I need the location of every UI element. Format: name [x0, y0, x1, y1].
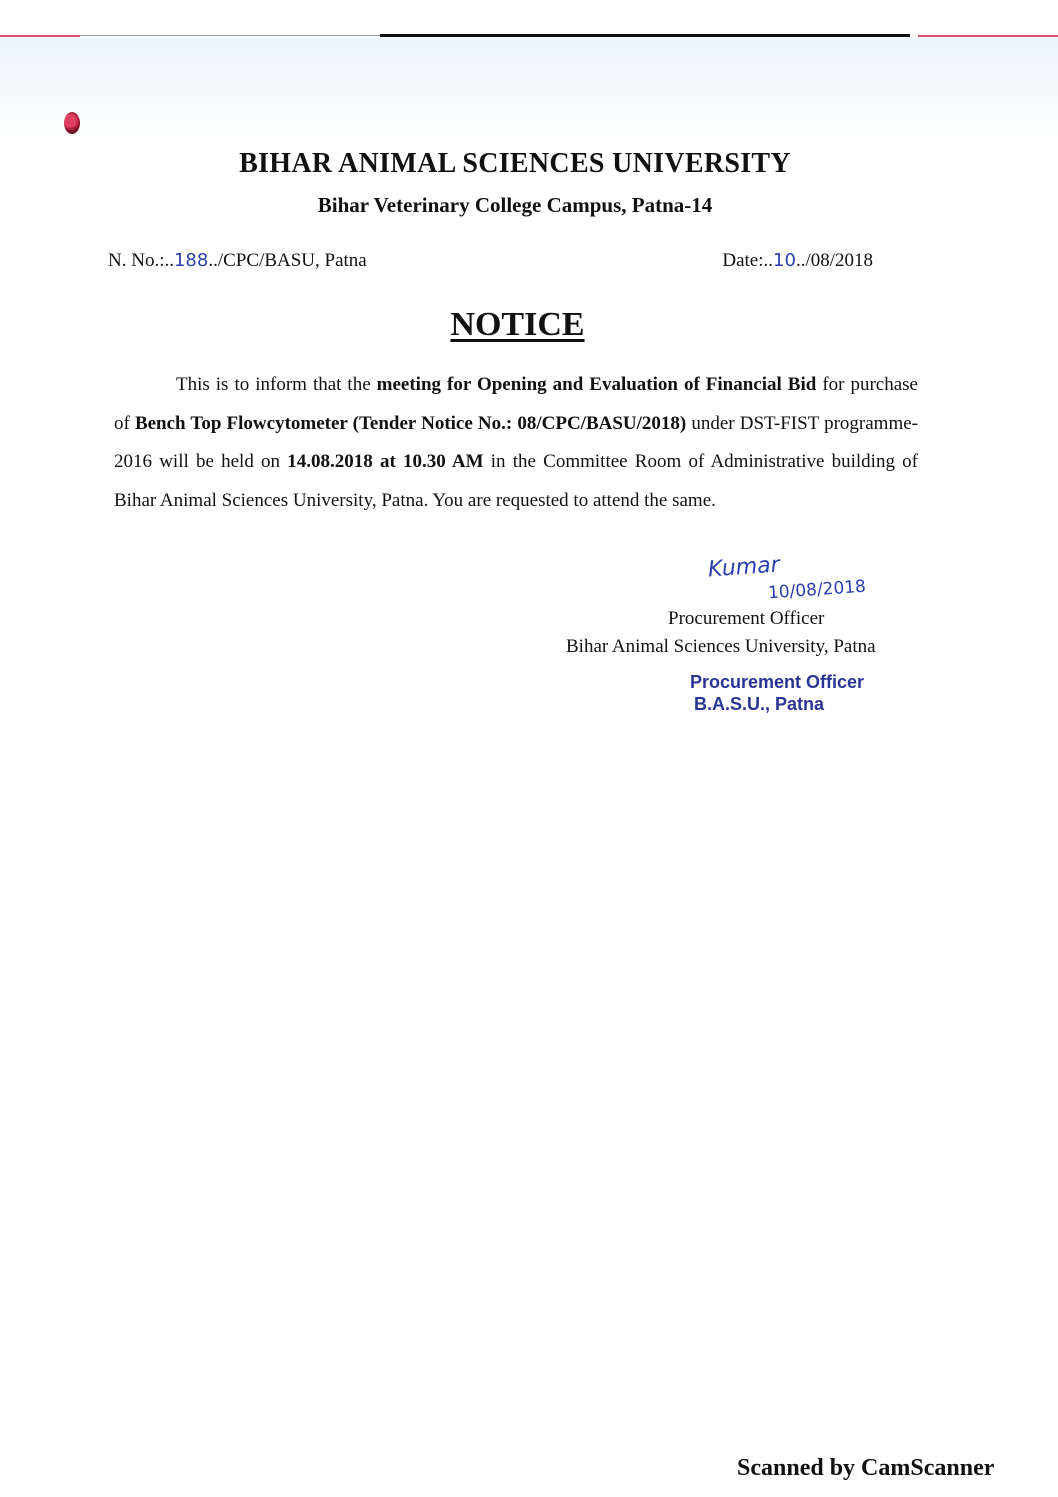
- scan-edge-line: [80, 35, 380, 36]
- notice-heading: NOTICE: [450, 306, 585, 343]
- notice-body: This is to inform that the meeting for Opening and Evaluation of Financial Bid for purchase of Bench Top Flowcytometer (Tender Notice No.: 08/CPC/BASU/2018) under DST-FIST programme-2016 will be held on 14.08.2018 at 10.30 AM in the Committee Room of Administrative building of Bihar Animal Sciences University, Patna. You are requested to attend the same.: [114, 374, 918, 511]
- scan-edge-line: [380, 34, 910, 37]
- official-stamp: Procurement Officer B.A.S.U., Patna: [690, 672, 865, 714]
- punch-hole-icon: [64, 112, 80, 134]
- reference-row: [108, 250, 873, 272]
- signatory-organization: Bihar Animal Sciences University, Patna: [566, 636, 876, 657]
- handwritten-day: 10: [773, 250, 796, 271]
- signature-date: 10/08/2018: [767, 576, 867, 604]
- camscanner-watermark: Scanned by CamScanner: [737, 1455, 995, 1481]
- scan-edge-line: [0, 35, 80, 37]
- scan-tint: [0, 38, 1058, 148]
- notice-number: N. No.:..188../CPC/BASU, Patna: [108, 250, 367, 271]
- notice-date: Date:..10../08/2018: [722, 250, 873, 271]
- handwritten-number: 188: [173, 250, 209, 271]
- handwritten-signature: Kumar: [707, 552, 781, 583]
- campus-address: Bihar Veterinary College Campus, Patna-14: [317, 193, 713, 217]
- university-title: BIHAR ANIMAL SCIENCES UNIVERSITY: [239, 148, 791, 179]
- scan-edge-line: [918, 35, 1058, 37]
- signatory-title: Procurement Officer: [668, 608, 825, 629]
